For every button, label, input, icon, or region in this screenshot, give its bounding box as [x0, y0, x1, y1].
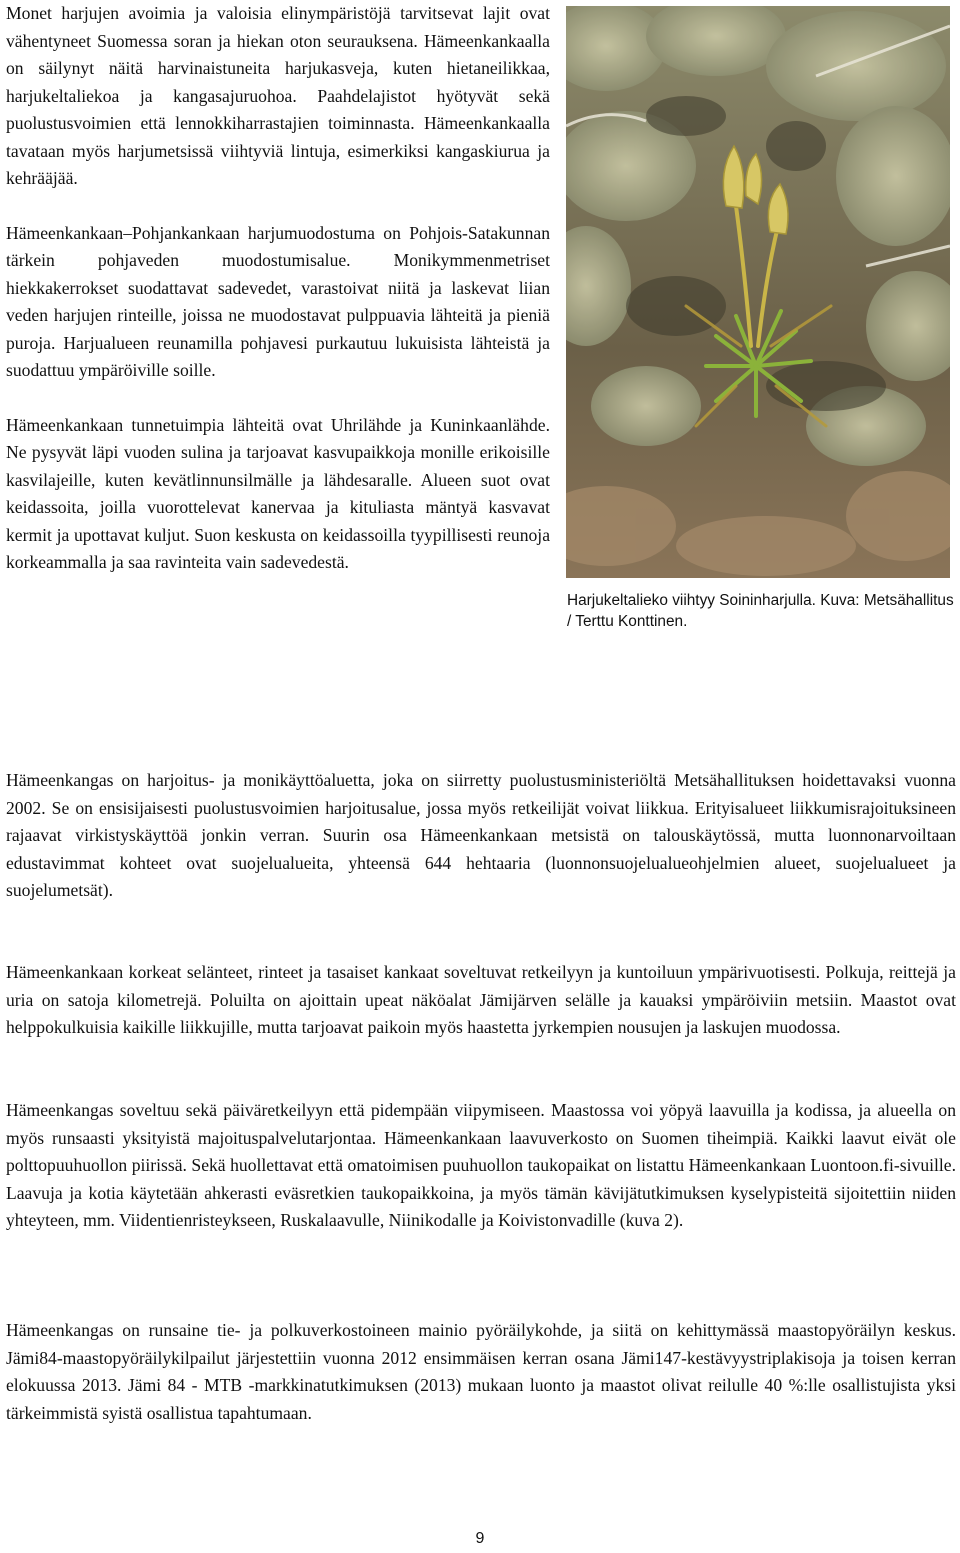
paragraph: Hämeenkangas on harjoitus- ja monikäyttöaluetta, joka on siirretty puolustusministeriöltä Metsähallituksen hoidettavaksi vuonna 2002. Se on ensisijaisesti puolustusvoimien harjoitusalue, jossa myös retkeilijät voivat liikkua. Erityisalueet liikkumisrajoituksineen rajaavat virkistyskäyttöä jonkin verran. Suurin osa Hämeenkankaan metsistä on talouskäytössä, mutta luonnonarvoiltaan edustavimmat kohteet ovat suojelualueita, yhteensä 644 hehtaaria (luonnonsuojelualueohjelmien alueet, suojelualueet ja suojelumetsät). [6, 770, 956, 900]
paragraph: Hämeenkankaan korkeat selänteet, rinteet ja tasaiset kankaat soveltuvat retkeilyyn ja kuntoiluun ympärivuotisesti. Polkuja, reittejä ja uria on satoja kilometrejä. Poluilta on ajoittain upeat näköalat Jämijärven selälle ja kauaksi ympäröiviin metsiin. Maastot ovat helppokulkuisia kaikille liikkujille, mutta tarjoavat paikoin myös haastetta jyrkempien nousujen ja laskujen muodossa. [6, 962, 956, 1037]
full-width-text [6, 767, 956, 905]
paragraph: Hämeenkankaan–Pohjankankaan harjumuodostuma on Pohjois-Satakunnan tärkein pohjaveden muodostumisalue. Monikymmenmetriset hiekkakerrokset suodattavat sadevedet, varastoivat niitä ja laskevat liian veden harjujen rinteille, joissa ne muodostavat pulppuavia lähteitä ja pieniä puroja. Harjualueen reunamilla pohjavesi purkautuu lukuisista lähteistä ja suodattuu ympäröiville soille. [6, 222, 550, 380]
paragraph: Monet harjujen avoimia ja valoisia elinympäristöjä tarvitsevat lajit ovat vähentyneet Suomessa soran ja hiekan oton seurauksena. Hämeenkankaalla on säilynyt näitä harvinaistuneita harjukasveja, kuten hietaneilikkaa, harjukeltaliekoa ja kangasajuruohoa. Paahdelajistot hyötyvät sekä puolustusvoimien että lennokkiharrastajien toiminnasta. Hämeenkankaalla tavataan myös harjumetsissä viihtyviä lintuja, esimerkiksi kangaskiurua ja kehrääjää. [6, 3, 550, 188]
paragraph: Hämeenkangas soveltuu sekä päiväretkeilyyn että pidempään viipymiseen. Maastossa voi yöpyä laavuilla ja kodissa, ja alueella on myös runsaasti yksityistä majoituspalvelutarjontaa. Hämeenkankaan laavuverkosto on Suomen tiheimpiä. Kaikki laavut eivät ole polttopuuhuollon piirissä. Sekä huollettavat että omatoimisen puuhuollon taukopaikat on listattu Hämeenkankaan Luontoon.fi-sivuille. Laavuja ja kotia käytetään ahkerasti eväsretkien taukopaikkoina, ja myös tämän kävijätutkimuksen kyselypisteitä sijoitettiin niiden yhteyteen, mm. Viidentienristeykseen, Ruskalaavulle, Niinikodalle ja Koivistonvadille (kuva 2). [6, 1100, 956, 1230]
full-width-text [6, 959, 956, 1042]
paragraph: Hämeenkangas on runsaine tie- ja polkuverkostoineen mainio pyöräilykohde, ja siitä on kehittymässä maastopyöräilyn keskus. Jämi84-maastopyöräilykilpailut järjestettiin vuonna 2012 ensimmäisen kerran osana Jämi147-kestävyystriplakisoja ja toisen kerran elokuussa 2013. Jämi 84 - MTB -markkinatutkimuksen (2013) mukaan luonto ja maastot olivat reilulle 40 %:lle osallistujista yksi tärkeimmistä syistä osallistua tapahtumaan. [6, 1320, 956, 1423]
paragraph: Hämeenkankaan tunnetuimpia lähteitä ovat Uhrilähde ja Kuninkaanlähde. Ne pysyvät läpi vuoden sulina ja tarjoavat kasvupaikkoja monille erikoisille kasvilajeille, kuten kevätlinnunsilmälle ja lähdesaralle. Alueen suot ovat keidassoita, joilla vuorottelevat kanervaa ja kituliasta mäntyä kasvavat kermit ja upottavat kuljut. Suon keskusta on keidassoilla tyypillisesti reunoja korkeammalla ja saa ravinteita vain sadevedestä. [6, 414, 550, 572]
page-number: 9 [475, 1530, 485, 1547]
plant-photo [566, 6, 950, 578]
full-width-text [6, 1317, 956, 1427]
column-text [6, 0, 550, 577]
full-width-text [6, 1097, 956, 1235]
photo-caption: Harjukeltalieko viihtyy Soininharjulla. Kuva: Metsähallitus / Terttu Konttinen. [567, 592, 954, 630]
